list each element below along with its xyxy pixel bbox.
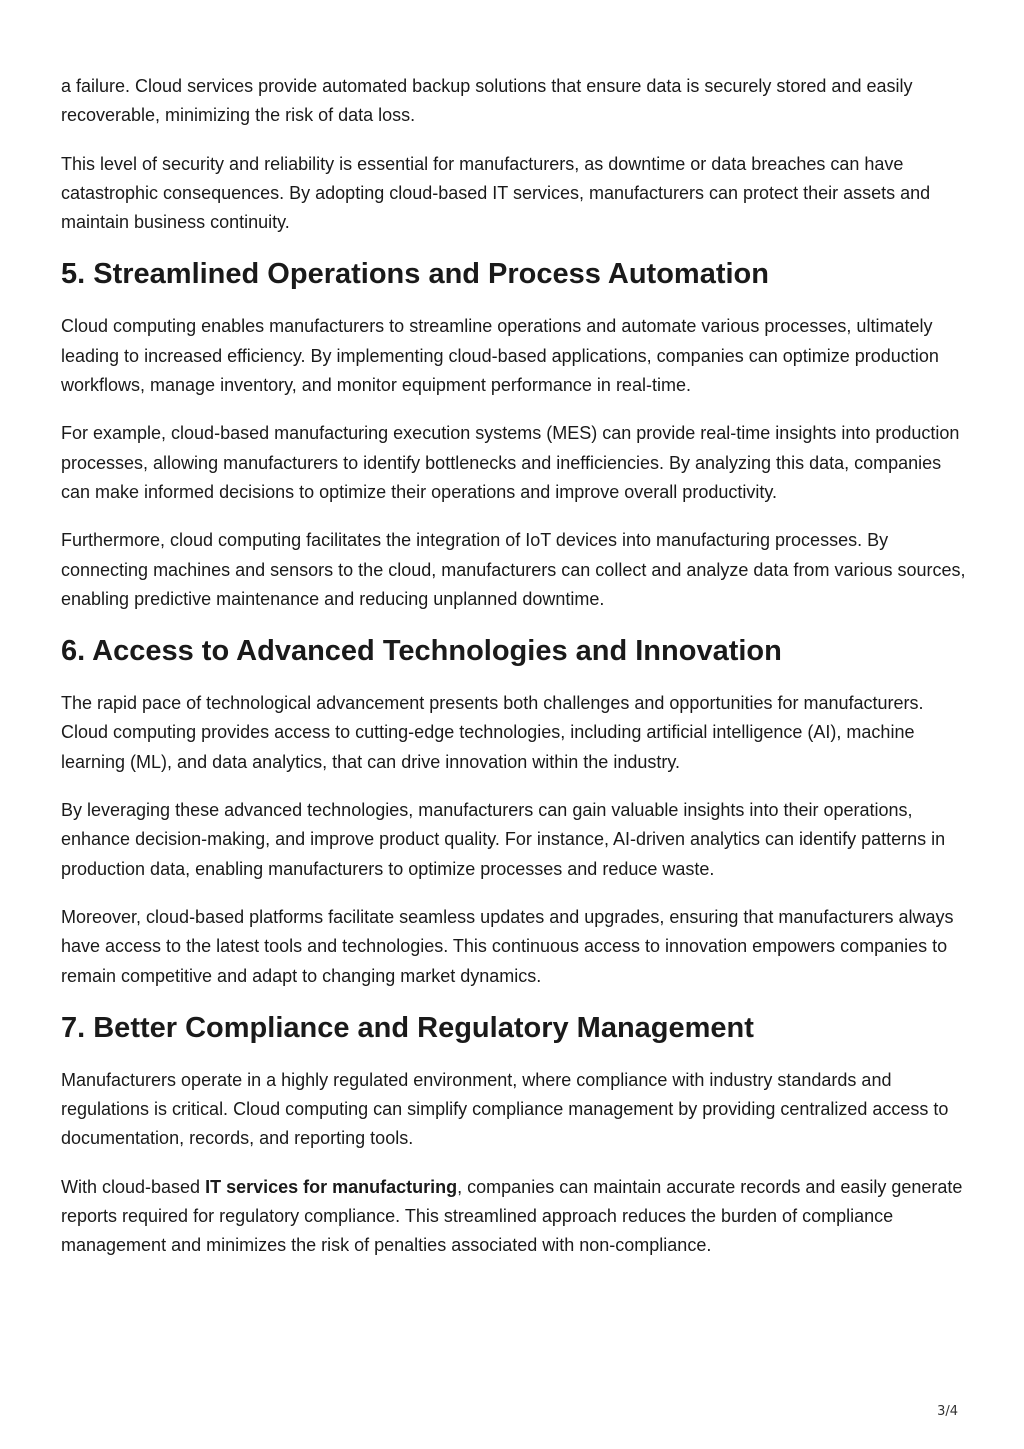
section-heading: 7. Better Compliance and Regulatory Management xyxy=(61,1011,754,1044)
section-heading: 6. Access to Advanced Technologies and Innovation xyxy=(61,635,782,668)
paragraph: Cloud computing enables manufacturers to streamline operations and automate various processes, ultimately leading to increased efficiency. By implementing cloud-based applications, companies can optimize production workflows, manage inventory, and monitor equipment performance in real-time. xyxy=(61,316,939,396)
paragraph: Moreover, cloud-based platforms facilitate seamless updates and upgrades, ensuring that manufacturers always have access to the latest tools and technologies. This continuous access to innovation empowers companies to remain competitive and adapt to changing market dynamics. xyxy=(61,906,954,986)
paragraph: By leveraging these advanced technologies, manufacturers can gain valuable insights into their operations, enhance decision-making, and improve product quality. For instance, AI-driven analytics can identify patterns in production data, enabling manufacturers to optimize processes and reduce waste. xyxy=(61,800,946,879)
paragraph xyxy=(61,1173,966,1261)
paragraph: The rapid pace of technological advancement presents both challenges and opportunities for manufacturers. Cloud computing provides access to cutting-edge technologies, including artificial intelligence (AI), machine learning (ML), and data analytics, that can drive innovation within the industry. xyxy=(61,693,924,772)
paragraph: a failure. Cloud services provide automated backup solutions that ensure data is securely stored and easily recoverable, minimizing the risk of data loss. xyxy=(61,76,913,126)
paragraph: Manufacturers operate in a highly regulated environment, where compliance with industry standards and regulations is critical. Cloud computing can simplify compliance management by providing centralized access to documentation, records, and reporting tools. xyxy=(61,1069,949,1149)
paragraph: Furthermore, cloud computing facilitates the integration of IoT devices into manufacturing processes. By connecting machines and sensors to the cloud, manufacturers can collect and analyze data from various sources, enabling predictive maintenance and reducing unplanned downtime. xyxy=(61,530,966,609)
bold-link-text: IT services for manufacturing xyxy=(205,1176,458,1197)
document-page xyxy=(61,72,966,1280)
section-heading: 5. Streamlined Operations and Process Automation xyxy=(61,258,769,291)
paragraph-text: With cloud-based xyxy=(61,1176,206,1197)
page-number: 3/4 xyxy=(937,1404,958,1419)
paragraph: This level of security and reliability is essential for manufacturers, as downtime or data breaches can have catastrophic consequences. By adopting cloud-based IT services, manufacturers can protect their assets and maintain business continuity. xyxy=(61,153,931,233)
paragraph: For example, cloud-based manufacturing execution systems (MES) can provide real-time insights into production processes, allowing manufacturers to identify bottlenecks and inefficiencies. By analyzing this data, companies can make informed decisions to optimize their operations and improve overall productivity. xyxy=(61,423,960,502)
paragraph-text: , companies can maintain accurate records and easily generate reports required for regulatory compliance. This streamlined approach reduces the burden of compliance management and minimizes the risk of penalties associated with non-compliance. xyxy=(61,1176,963,1256)
